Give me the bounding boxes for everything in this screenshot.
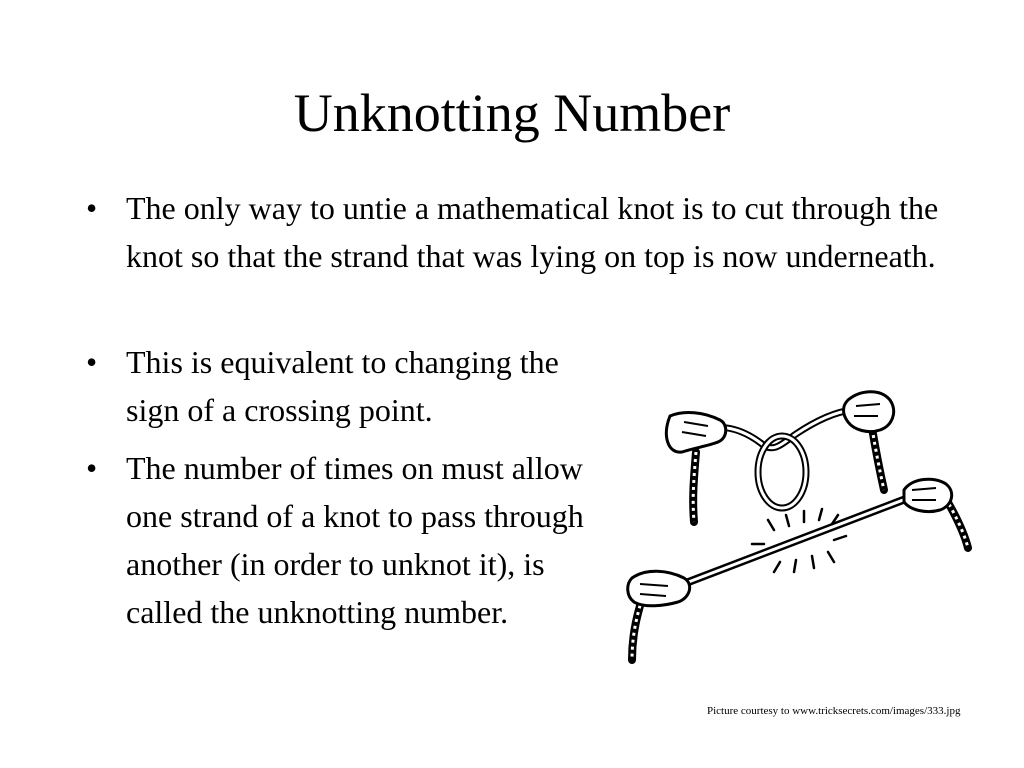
rope-trick-illustration [624, 382, 974, 672]
image-credit: Picture courtesy to www.tricksecrets.com/images/333.jpg [707, 705, 961, 717]
bullet-item [80, 338, 620, 434]
bullet-marker: • [86, 450, 98, 486]
slide-title: Unknotting Number [293, 83, 731, 143]
bullet-text: The only way to untie a mathematical knot is to cut through the knot so that the strand that was lying on top is now underneath. [126, 190, 939, 274]
bullet-item [80, 184, 960, 280]
bullet-text: This is equivalent to changing the sign of a crossing point. [126, 344, 559, 428]
bullet-text: The number of times on must allow one strand of a knot to pass through another (in order to unknot it), is called the unknotting number. [126, 450, 584, 630]
bullet-item [80, 444, 620, 636]
bullet-marker: • [86, 344, 98, 380]
bullet-marker: • [86, 190, 98, 226]
